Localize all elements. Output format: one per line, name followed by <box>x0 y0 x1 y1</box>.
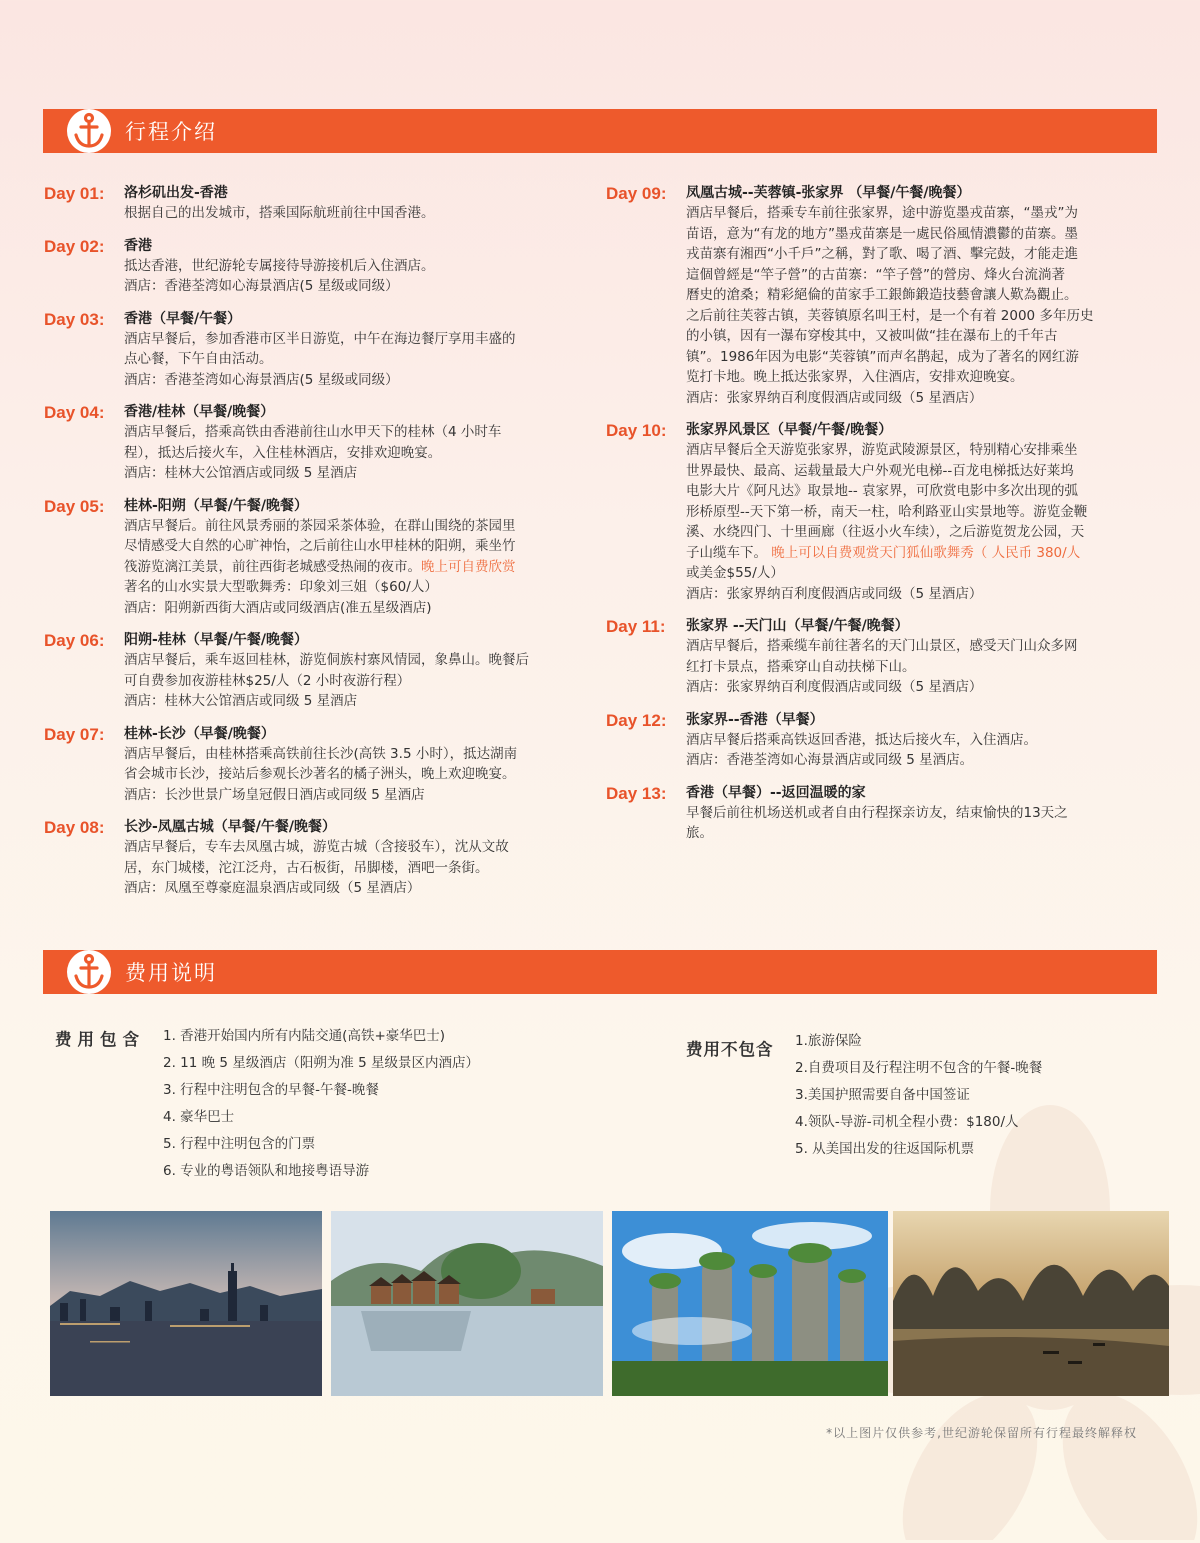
day-title: 凤凰古城--芙蓉镇-张家界 （早餐/午餐/晚餐） <box>686 185 971 201</box>
day-line: 酒店：张家界纳百利度假酒店或同级（5 星酒店） <box>686 389 983 406</box>
fee-included-item: 4. 豪华巴士 <box>163 1109 235 1125</box>
day-label: Day 05: <box>44 496 105 516</box>
day-title: 桂林-阳朔（早餐/午餐/晚餐） <box>124 497 309 514</box>
day-line: 酒店：香港荃湾如心海景酒店(5 星级或同级） <box>124 278 399 294</box>
day-line: 尽情感受大自然的心旷神怡，之后前往山水甲桂林的阳朔，乘坐竹 <box>124 538 516 554</box>
day-line: 酒店：凤凰至尊豪庭温泉酒店或同级（5 星酒店） <box>124 880 421 896</box>
photo-zhangjiajie-mountains <box>612 1211 888 1396</box>
day-line <box>124 557 584 578</box>
day-line: 览打卡地。晚上抵达张家界，入住酒店，安排欢迎晚宴。 <box>686 369 1024 385</box>
day-title: 香港（早餐）--返回温暖的家 <box>686 784 866 801</box>
day-line: 居，东门城楼，沱江泛舟，古石板街，吊脚楼，酒吧一条街。 <box>124 859 489 876</box>
fee-excluded-item: 5. 从美国出发的往返国际机票 <box>795 1141 975 1157</box>
day-line: 酒店：桂林大公馆酒店或同级 5 星酒店 <box>124 693 358 709</box>
fees-included-list <box>163 1023 479 1185</box>
itinerary-day <box>44 630 584 712</box>
day-label: Day 11: <box>606 617 666 636</box>
day-line: 酒店：张家界纳百利度假酒店或同级（5 星酒店） <box>686 585 983 602</box>
day-line-text: 筏游览漓江美景，前往西街老城感受热闹的夜市。 <box>124 558 421 575</box>
optional-activity-text: 晚上可以自费观赏天门狐仙歌舞秀（ 人民币 380/人 <box>771 544 1081 561</box>
fees-section-title: 费用说明 <box>125 961 217 985</box>
day-label: Day 13: <box>606 783 667 803</box>
day-line: 电影大片《阿凡达》取景地-- 袁家界，可欣赏电影中多次出现的弧 <box>686 483 1079 499</box>
day-title: 香港（早餐/午餐） <box>124 310 242 327</box>
itinerary-day <box>44 496 584 619</box>
fee-excluded-item: 1.旅游保险 <box>795 1033 862 1049</box>
fees-header-bar <box>43 950 1157 994</box>
day-line: 曆史的滄桑；精彩絕倫的苗家手工銀飾鍛造技藝會讓人歎為觀止。 <box>686 287 1078 303</box>
day-line: 根据自己的出发城市，搭乘国际航班前往中国香港。 <box>124 205 435 221</box>
day-line: 酒店早餐后。前往风景秀丽的茶园采茶体验，在群山围绕的茶园里 <box>124 517 516 534</box>
day-line: 点心餐，下午自由活动。 <box>124 351 273 367</box>
itinerary-day <box>606 420 1166 604</box>
day-line: 酒店：长沙世景广场皇冠假日酒店或同级 5 星酒店 <box>124 786 425 803</box>
photo-li-river-guilin <box>893 1211 1169 1396</box>
itinerary-header-bar <box>43 109 1157 153</box>
day-line: 酒店：桂林大公馆酒店或同级 5 星酒店 <box>124 465 358 481</box>
day-line: 酒店早餐后，由桂林搭乘高铁前往长沙(高铁 3.5 小时），抵达湖南 <box>124 745 518 762</box>
day-title: 张家界--香港（早餐） <box>686 711 824 728</box>
itinerary-day <box>44 183 584 224</box>
fee-included-item: 1. 香港开始国内所有内陆交通(高铁+豪华巴士) <box>163 1028 446 1044</box>
fee-excluded-item: 4.领队-导游-司机全程小费：$180/人 <box>795 1114 1019 1130</box>
itinerary-left-column <box>44 183 584 911</box>
day-line: 酒店：香港荃湾如心海景酒店或同级 5 星酒店。 <box>686 752 974 768</box>
day-line: 酒店：阳朔新西街大酒店或同级酒店(准五星级酒店) <box>124 599 432 616</box>
fees-excluded-list <box>795 1028 1042 1163</box>
fee-excluded-item: 2.自费项目及行程注明不包含的午餐-晚餐 <box>795 1060 1043 1076</box>
day-line: 之后前往芙蓉古镇，芙蓉镇原名叫王村，是一个有着 2000 多年历史 <box>686 307 1094 324</box>
day-label: Day 09: <box>606 184 667 203</box>
itinerary-day <box>606 616 1166 698</box>
day-line: 红打卡景点，搭乘穿山自动扶梯下山。 <box>686 658 916 675</box>
optional-activity-text: 可自费参加夜游桂林$25/人（2 小时夜游行程） <box>124 672 411 689</box>
itinerary-day <box>44 724 584 806</box>
itinerary-day <box>44 236 584 297</box>
day-line: 的小镇，因有一瀑布穿梭其中，又被叫做“挂在瀑布上的千年古 <box>686 328 1058 344</box>
day-line: 酒店早餐后搭乘高铁返回香港，抵达后接火车，入住酒店。 <box>686 731 1037 748</box>
day-line: 酒店早餐后，搭乘高铁由香港前往山水甲天下的桂林（4 小时车 <box>124 424 502 440</box>
optional-activity-text: 著名的山水实景大型歌舞秀：印象刘三姐（$60/人） <box>124 579 438 595</box>
day-line: 酒店早餐后，搭乘专车前往张家界，途中游览墨戎苗寨，“墨戎”为 <box>686 205 1078 221</box>
day-line-text: 子山缆车下。 <box>686 544 772 561</box>
day-title: 阳朔-桂林（早餐/午餐/晚餐） <box>124 632 309 648</box>
day-line: 溪、水绕四门、十里画廊（往返小火车续），之后游览贺龙公园，天 <box>686 524 1085 540</box>
optional-activity-text: 或美金$55/人） <box>686 565 784 581</box>
day-line: 抵达香港，世纪游轮专属接待导游接机后入住酒店。 <box>124 257 435 274</box>
day-label: Day 06: <box>44 631 105 650</box>
itinerary-right-column <box>606 183 1166 856</box>
photo-hong-kong-skyline <box>50 1211 322 1396</box>
day-label: Day 12: <box>606 710 667 730</box>
fee-included-item: 6. 专业的粤语领队和地接粤语导游 <box>163 1163 370 1179</box>
day-line: 旅。 <box>686 825 713 841</box>
day-label: Day 07: <box>44 724 105 744</box>
day-label: Day 02: <box>44 236 105 256</box>
fee-included-item: 2. 11 晚 5 星级酒店（阳朔为准 5 星级景区内酒店） <box>163 1055 479 1071</box>
day-title: 张家界风景区（早餐/午餐/晚餐） <box>686 422 893 438</box>
day-line: 程），抵达后接火车，入住桂林酒店，安排欢迎晚宴。 <box>124 444 442 461</box>
day-line: 苗语，意为“有龙的地方”墨戎苗寨是一處民俗風情濃鬱的苗寨。墨 <box>686 225 1078 242</box>
day-label: Day 04: <box>44 403 105 422</box>
photo-fenghuang-ancient-town <box>331 1211 603 1396</box>
day-title: 长沙-凤凰古城（早餐/午餐/晚餐） <box>124 819 337 835</box>
fee-excluded-item: 3.美国护照需要自备中国签证 <box>795 1087 970 1103</box>
day-title: 洛杉矶出发-香港 <box>124 185 228 201</box>
itinerary-day <box>44 309 584 391</box>
day-line: 這個曾經是“竿子營”的古苗寨：“竿子營”的營房、烽火台流淌著 <box>686 266 1065 283</box>
fees-excluded-title: 费用不包含 <box>686 1040 774 1059</box>
day-title: 香港 <box>124 237 152 254</box>
itinerary-day <box>44 817 584 899</box>
day-line: 镇”。1986年因为电影“芙蓉镇”而声名鹊起，成为了著名的网红游 <box>686 348 1079 365</box>
fees-included-title: 费用包含 <box>55 1030 145 1049</box>
day-line <box>686 543 1166 564</box>
day-label: Day 01: <box>44 184 105 203</box>
day-line: 戎苗寨有湘西“小千戶”之稱，對了歌、喝了酒、擊完鼓，才能走進 <box>686 246 1078 262</box>
day-label: Day 08: <box>44 818 105 837</box>
anchor-logo-icon <box>63 105 115 157</box>
disclaimer-note: *以上图片仅供参考,世纪游轮保留所有行程最终解释权 <box>826 1426 1137 1440</box>
day-line: 早餐后前往机场送机或者自由行程探亲访友，结束愉快的13天之 <box>686 804 1068 821</box>
day-title: 香港/桂林（早餐/晚餐） <box>124 404 275 420</box>
day-label: Day 03: <box>44 309 105 329</box>
day-line: 酒店早餐后，专车去凤凰古城，游览古城（含接驳车），沈从文故 <box>124 839 509 855</box>
itinerary-section-title: 行程介绍 <box>125 120 217 144</box>
day-line: 省会城市长沙，接站后参观长沙著名的橘子洲头，晚上欢迎晚宴。 <box>124 766 516 782</box>
itinerary-day <box>606 183 1166 408</box>
day-line: 酒店早餐后，乘车返回桂林，游览侗族村寨风情园，象鼻山。晚餐后 <box>124 652 529 668</box>
day-line: 酒店早餐后，搭乘缆车前往著名的天门山景区，感受天门山众多网 <box>686 638 1078 654</box>
day-line: 酒店：香港荃湾如心海景酒店(5 星级或同级） <box>124 371 399 388</box>
day-title: 桂林-长沙（早餐/晚餐） <box>124 725 275 742</box>
day-label: Day 10: <box>606 421 667 440</box>
day-line: 酒店早餐后，参加香港市区半日游览，中午在海边餐厅享用丰盛的 <box>124 330 516 347</box>
fee-included-item: 3. 行程中注明包含的早餐-午餐-晚餐 <box>163 1082 379 1098</box>
optional-activity-text: 晚上可自费欣赏 <box>421 558 516 575</box>
day-line: 酒店：张家界纳百利度假酒店或同级（5 星酒店） <box>686 679 983 695</box>
itinerary-day <box>44 402 584 484</box>
day-line: 形桥原型--天下第一桥，南天一柱，哈利路亚山实景地等。游览金鞭 <box>686 503 1088 520</box>
day-line: 酒店早餐后全天游览张家界，游览武陵源景区，特别精心安排乘坐 <box>686 442 1078 458</box>
itinerary-day <box>606 783 1166 844</box>
itinerary-day <box>606 710 1166 771</box>
fee-included-item: 5. 行程中注明包含的门票 <box>163 1136 316 1152</box>
anchor-logo-icon <box>63 946 115 998</box>
day-line: 世界最快、最高、运载量最大户外观光电梯--百龙电梯抵达好莱坞 <box>686 462 1074 479</box>
day-title: 张家界 --天门山（早餐/午餐/晚餐） <box>686 618 909 634</box>
